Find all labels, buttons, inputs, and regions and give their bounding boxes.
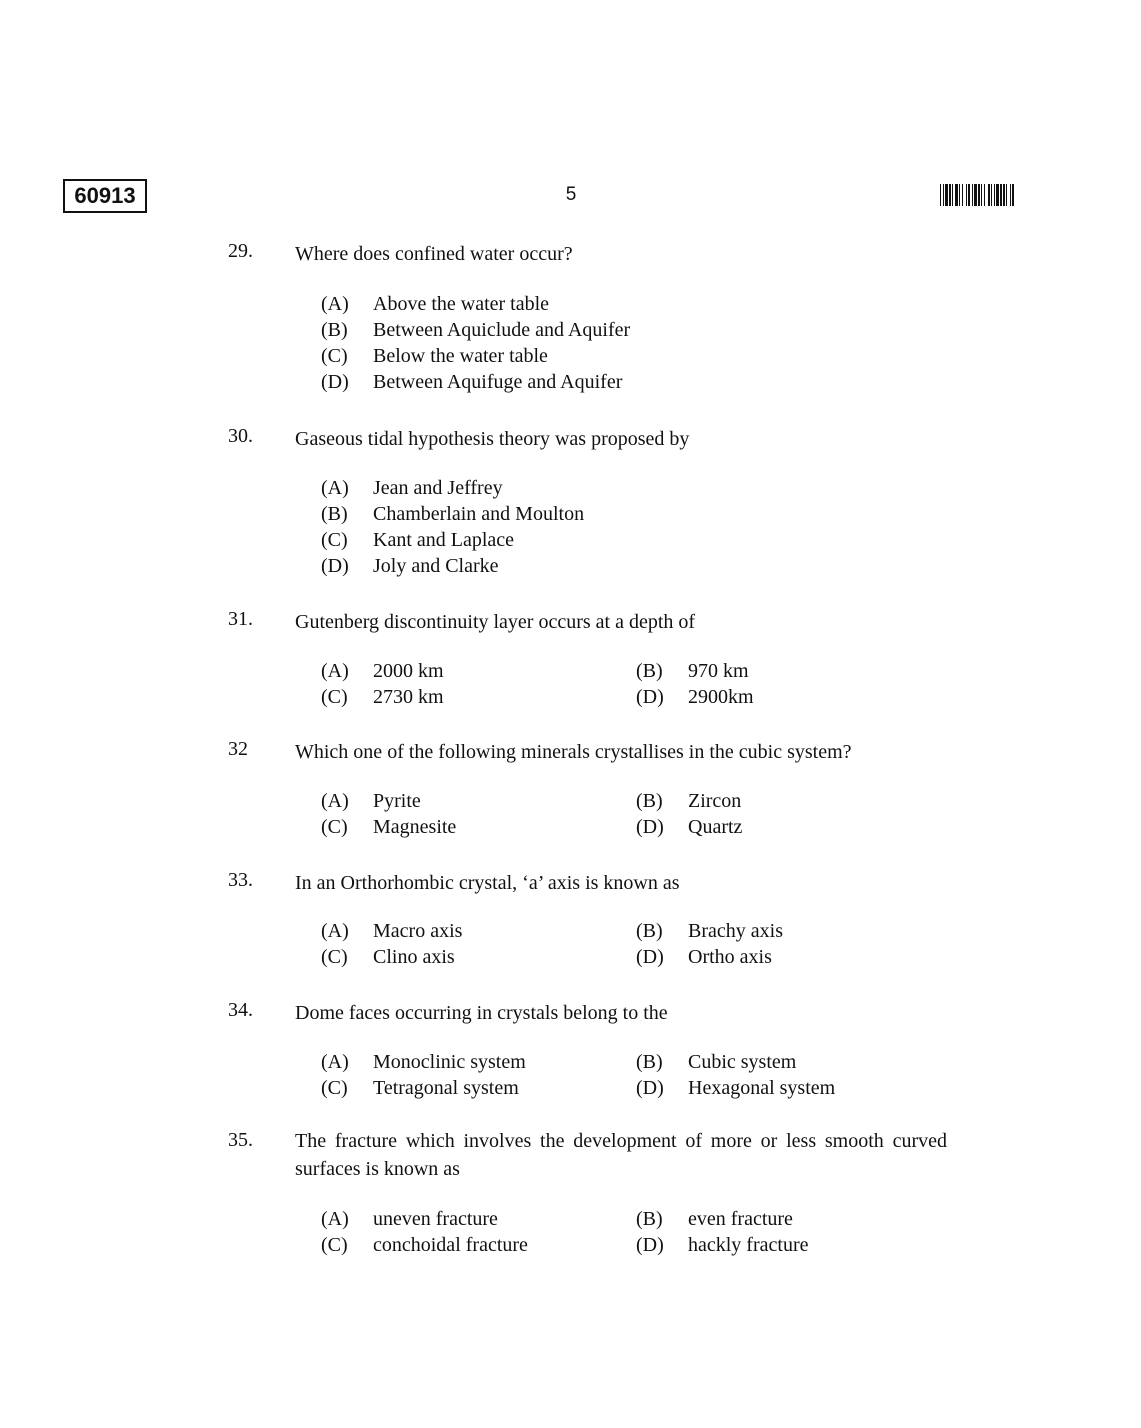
question-text: The fracture which involves the development of more or less smooth curved surfaces is known as: [295, 1130, 947, 1180]
option: [321, 686, 444, 709]
option: [321, 816, 456, 839]
option-label: (B): [636, 660, 663, 682]
option-label: (C): [321, 345, 348, 367]
option-text: Chamberlain and Moulton: [373, 503, 585, 525]
option-text: Clino axis: [373, 946, 455, 968]
question-text: Gaseous tidal hypothesis theory was proposed by: [295, 428, 690, 450]
option: [321, 319, 630, 342]
option-text: Monoclinic system: [373, 1051, 526, 1073]
question-text: Where does confined water occur?: [295, 243, 573, 265]
question-number: 33.: [228, 869, 253, 891]
option: [321, 1077, 519, 1100]
option-label: (A): [321, 920, 349, 942]
option: [636, 920, 783, 943]
option: [321, 555, 499, 578]
option-text: Ortho axis: [688, 946, 772, 968]
option-text: Zircon: [688, 790, 742, 812]
option-text: uneven fracture: [373, 1208, 498, 1230]
option: [636, 1051, 796, 1074]
option-text: Pyrite: [373, 790, 421, 812]
option-text: 970 km: [688, 660, 749, 682]
option-label: (D): [636, 1234, 664, 1256]
option: [636, 1208, 793, 1231]
option: [636, 816, 742, 839]
option-text: Below the water table: [373, 345, 548, 367]
option: [321, 1051, 526, 1074]
option-text: Cubic system: [688, 1051, 797, 1073]
option-text: Hexagonal system: [688, 1077, 836, 1099]
option-text: Jean and Jeffrey: [373, 477, 503, 499]
option-text: Between Aquifuge and Aquifer: [373, 371, 623, 393]
option-label: (A): [321, 1051, 349, 1073]
option: [321, 1208, 498, 1231]
option-label: (C): [321, 946, 348, 968]
question-text: In an Orthorhombic crystal, ‘a’ axis is known as: [295, 872, 680, 894]
option: [321, 1234, 528, 1257]
question-number: 29.: [228, 240, 253, 262]
option-label: (B): [321, 503, 348, 525]
option-label: (B): [636, 1051, 663, 1073]
option: [636, 686, 754, 709]
option-text: Macro axis: [373, 920, 463, 942]
option-text: Quartz: [688, 816, 743, 838]
option-label: (D): [321, 371, 349, 393]
option-text: Joly and Clarke: [373, 555, 499, 577]
option: [321, 790, 421, 813]
option-label: (C): [321, 686, 348, 708]
question-text: Dome faces occurring in crystals belong to the: [295, 1002, 668, 1024]
option-label: (A): [321, 477, 349, 499]
barcode: [940, 184, 1078, 206]
option-label: (A): [321, 660, 349, 682]
question-number: 35.: [228, 1129, 253, 1151]
option-label: (B): [636, 920, 663, 942]
option-label: (B): [321, 319, 348, 341]
option: [321, 293, 549, 316]
option-label: (D): [636, 816, 664, 838]
option: [321, 503, 584, 526]
paper-code-box: 60913: [63, 179, 147, 213]
option-label: (D): [321, 555, 349, 577]
option-label: (A): [321, 293, 349, 315]
option-label: (C): [321, 529, 348, 551]
option: [321, 477, 503, 500]
option-label: (B): [636, 790, 663, 812]
option: [321, 920, 462, 943]
option-label: (C): [321, 816, 348, 838]
option-text: even fracture: [688, 1208, 793, 1230]
question-number: 34.: [228, 999, 253, 1021]
option-text: Magnesite: [373, 816, 457, 838]
option-text: 2900km: [688, 686, 754, 708]
page-number: 5: [565, 184, 577, 205]
option-label: (A): [321, 790, 349, 812]
option-label: (B): [636, 1208, 663, 1230]
question-number: 31.: [228, 608, 253, 630]
option-text: conchoidal fracture: [373, 1234, 528, 1256]
option-label: (D): [636, 686, 664, 708]
option: [636, 790, 741, 813]
option-text: 2730 km: [373, 686, 444, 708]
question-number: 30.: [228, 425, 253, 447]
option: [636, 946, 772, 969]
option: [636, 1234, 808, 1257]
option: [321, 660, 444, 683]
option: [321, 371, 622, 394]
option-text: 2000 km: [373, 660, 444, 682]
option-label: (A): [321, 1208, 349, 1230]
option-text: Between Aquiclude and Aquifer: [373, 319, 631, 341]
option: [321, 946, 455, 969]
option-text: Above the water table: [373, 293, 550, 315]
option-text: Brachy axis: [688, 920, 783, 942]
option-text: Kant and Laplace: [373, 529, 515, 551]
option-label: (D): [636, 1077, 664, 1099]
question-number: 32: [228, 738, 248, 760]
option-text: Tetragonal system: [373, 1077, 519, 1099]
option: [636, 660, 749, 683]
option-text: hackly fracture: [688, 1234, 809, 1256]
option-label: (C): [321, 1077, 348, 1099]
option-label: (C): [321, 1234, 348, 1256]
question-text: Gutenberg discontinuity layer occurs at a depth of: [295, 611, 696, 633]
option-label: (D): [636, 946, 664, 968]
question-text: Which one of the following minerals crystallises in the cubic system?: [295, 741, 852, 763]
option: [321, 345, 548, 368]
option: [321, 529, 514, 552]
option: [636, 1077, 835, 1100]
